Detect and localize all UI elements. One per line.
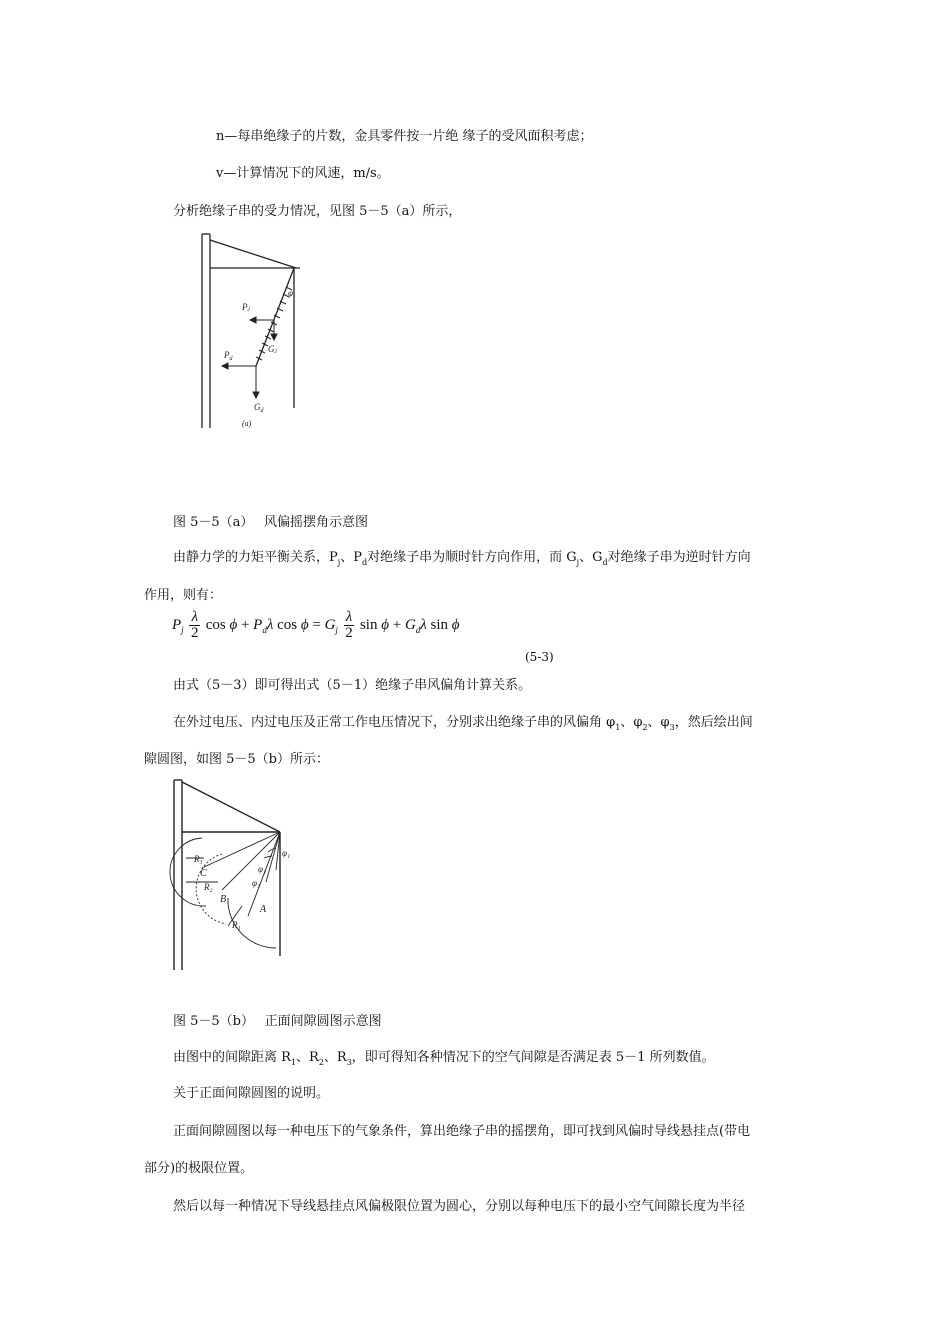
fig-b-r3-label: R₃ bbox=[194, 854, 203, 864]
figure-5-5a-caption: 图 5－5（a） 风偏摇摆角示意图 bbox=[173, 515, 369, 530]
fig-a-phi-label: φ bbox=[288, 288, 293, 298]
paragraph-derive: 由式（5－3）即可得出式（5－1）绝缘子串风偏角计算关系。 bbox=[173, 678, 532, 693]
paragraph-voltage: 在外过电压、内过电压及正常工作电压情况下，分别求出绝缘子串的风偏角 $\varphi_1$、$\varphi_2$、$\varphi_3$，然后绘出间 bbox=[173, 715, 753, 732]
formula-5-3: $P_j$ $\frac{\lambda}{2}$ $\cos \phi + P_d\lambda$ $\cos \phi = G_j$ $\frac{\lambda}{2}$ $\sin \phi + G_d\lambda$ sin ϕ bbox=[172, 609, 460, 641]
fig-b-r1-label: R₁ bbox=[232, 920, 241, 930]
fig-b-a-label: A bbox=[260, 904, 267, 915]
fig-a-gd-label: $G_d$ bbox=[254, 402, 264, 414]
fig-a-gj-label: Gⱼ bbox=[268, 344, 277, 354]
paragraph-moment: 由静力学的力矩平衡关系，$P_j$、$P_d$对绝缘子串为顺时针方向作用，而 $G_j$、$G_d$对绝缘子串为逆时针方向 bbox=[173, 550, 751, 567]
figure-5-5b bbox=[168, 778, 298, 973]
fig-a-pj-label: Pⱼ bbox=[242, 302, 250, 312]
paragraph-front-line1: 正面间隙圆图以每一种电压下的气象条件，算出绝缘子串的摇摆角，即可找到风偏时导线悬挂点(带电 bbox=[173, 1124, 751, 1139]
fig-b-phi1-label: φ₁ bbox=[282, 848, 291, 858]
definition-v: v—计算情况下的风速，m/s。 bbox=[216, 166, 390, 181]
fig-b-phi2-label: φ₂ bbox=[258, 864, 267, 874]
paragraph-voltage-line2: 隙圆图，如图 5－5（b）所示： bbox=[144, 752, 329, 767]
paragraph-analysis: 分析绝缘子串的受力情况，见图 5－5（a）所示， bbox=[173, 204, 462, 219]
paragraph-front-line2: 部分)的极限位置。 bbox=[144, 1161, 254, 1176]
formula-number: (5-3) bbox=[525, 650, 554, 664]
paragraph-gap: 由图中的间隙距离 $R_1$、$R_2$、$R_3$，即可得知各种情况下的空气间隙是否满足表 5－1 所列数值。 bbox=[173, 1050, 715, 1067]
figure-5-5a bbox=[196, 232, 316, 432]
definition-n: n—每串绝缘子的片数，金具零件按一片绝 缘子的受风面积考虑； bbox=[216, 129, 593, 144]
fig-b-r2-label: R₂ bbox=[204, 882, 213, 892]
fig-a-pd-label: $P_d$ bbox=[224, 350, 233, 362]
fig-b-b-label: B bbox=[220, 894, 227, 905]
paragraph-last: 然后以每一种情况下导线悬挂点风偏极限位置为圆心，分别以每种电压下的最小空气间隙长度为半径 bbox=[173, 1199, 746, 1214]
fig-b-c-label: C bbox=[200, 868, 207, 879]
fig-a-caption-letter: (a) bbox=[242, 419, 252, 428]
figure-5-5b-caption: 图 5－5（b） 正面间隙圆图示意图 bbox=[173, 1014, 382, 1029]
paragraph-moment-line2: 作用，则有： bbox=[144, 588, 223, 603]
paragraph-about: 关于正面间隙圆图的说明。 bbox=[173, 1086, 330, 1101]
fig-b-phi3-label: φ₃ bbox=[252, 878, 261, 888]
